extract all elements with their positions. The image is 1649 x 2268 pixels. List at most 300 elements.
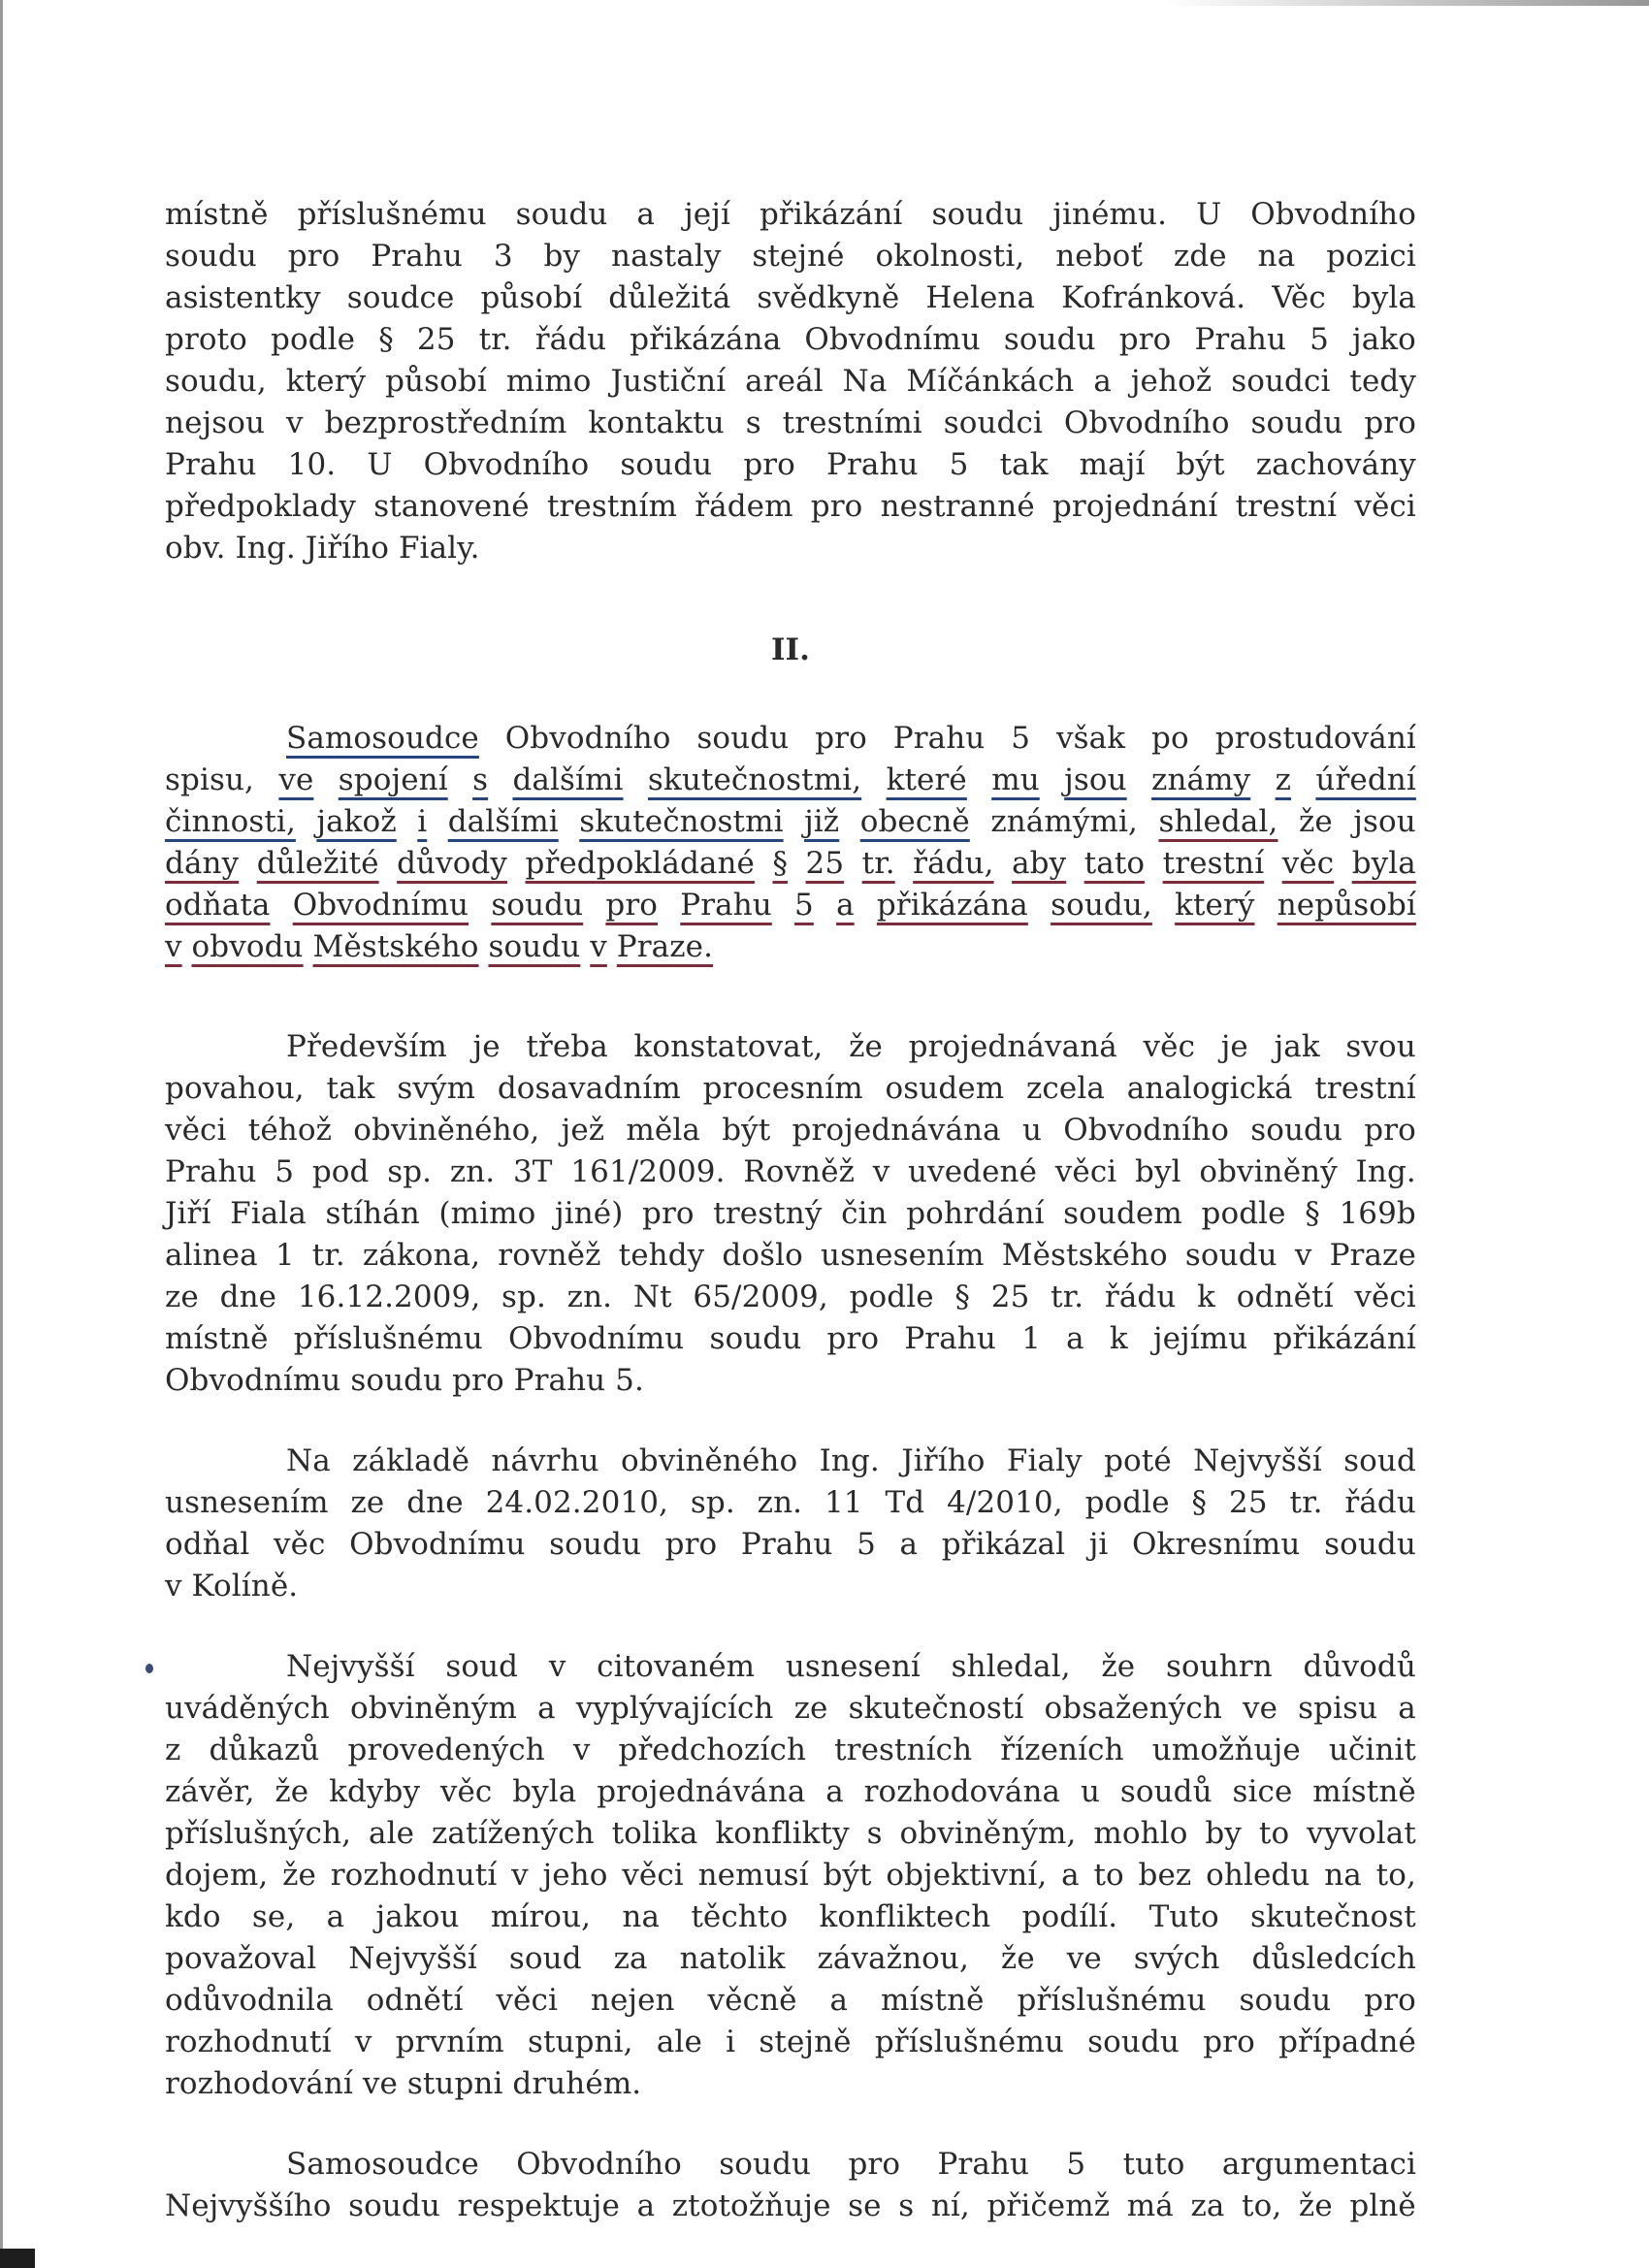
word: rozhodnutí bbox=[165, 2025, 332, 2059]
word: prostudování bbox=[1214, 721, 1416, 756]
word: svědkyně bbox=[757, 280, 900, 315]
word: stanovené bbox=[373, 489, 530, 524]
word: že bbox=[849, 1029, 883, 1064]
word: sp. bbox=[501, 1280, 546, 1314]
word: má bbox=[1126, 2188, 1174, 2223]
word: a bbox=[829, 1983, 849, 2018]
word: 5 bbox=[275, 1154, 295, 1189]
word: soudu bbox=[1324, 1527, 1416, 1562]
word: Obvodního bbox=[1063, 405, 1230, 440]
word: jsou bbox=[1064, 762, 1127, 797]
word: Prahu bbox=[826, 447, 919, 482]
word: Obvodního bbox=[516, 2147, 682, 2182]
word: 169b bbox=[1339, 1196, 1416, 1231]
word: odňal bbox=[165, 1527, 250, 1562]
word: věc bbox=[273, 1527, 326, 1562]
word: 65/2009, bbox=[693, 1280, 828, 1314]
word: učinit bbox=[1328, 1733, 1416, 1767]
word: soudu bbox=[515, 197, 608, 232]
word: místně bbox=[165, 1321, 269, 1356]
word: že bbox=[275, 1774, 309, 1809]
word: k bbox=[1109, 1321, 1128, 1356]
word: a bbox=[836, 888, 855, 923]
word: téhož bbox=[247, 1113, 333, 1148]
word: pozici bbox=[1326, 239, 1416, 274]
word: nemusí bbox=[697, 1858, 809, 1893]
word: předpokládané bbox=[525, 846, 755, 881]
word: konstatovat, bbox=[633, 1029, 824, 1064]
paragraph-4 bbox=[165, 1441, 1416, 1607]
word: skutečnost bbox=[1250, 1899, 1416, 1934]
word: byla bbox=[1351, 846, 1416, 881]
word: jsou bbox=[1353, 804, 1416, 839]
text-line bbox=[165, 1896, 1416, 1938]
word: místně bbox=[1312, 1774, 1416, 1809]
word: pro bbox=[664, 1527, 718, 1562]
word: obviněný bbox=[1199, 1154, 1338, 1189]
word: v bbox=[572, 1733, 591, 1767]
word: § bbox=[1191, 1485, 1208, 1520]
word: Prahu bbox=[513, 1363, 606, 1398]
word: příslušnému bbox=[874, 2025, 1064, 2059]
word: u bbox=[1021, 1113, 1043, 1148]
word: Prahu bbox=[165, 447, 257, 482]
word: Praze. bbox=[616, 929, 714, 964]
word: by bbox=[543, 239, 581, 274]
word: ve bbox=[362, 2066, 398, 2101]
word: za bbox=[613, 1941, 648, 1976]
word: Nejvyššího bbox=[165, 2188, 332, 2223]
word: kontaktu bbox=[588, 405, 725, 440]
word: Obvodnímu bbox=[507, 1321, 685, 1356]
word: vyvolat bbox=[1307, 1816, 1416, 1851]
word: a bbox=[825, 1774, 844, 1809]
word: citovaném bbox=[597, 1649, 756, 1684]
word: v bbox=[165, 1569, 182, 1604]
word: a bbox=[326, 1899, 345, 1934]
word: který bbox=[1175, 888, 1255, 923]
word: věci bbox=[165, 1113, 227, 1148]
text-line bbox=[165, 2186, 1416, 2227]
word: spisu, bbox=[165, 762, 254, 797]
word: shledal, bbox=[951, 1649, 1071, 1684]
word: došlo bbox=[722, 1238, 803, 1273]
word: neboť bbox=[1055, 239, 1143, 274]
word: je bbox=[1220, 1029, 1248, 1064]
paragraph-5 bbox=[165, 1646, 1416, 2105]
word: 25 bbox=[416, 322, 456, 357]
word: zachovány bbox=[1255, 447, 1416, 482]
word: s bbox=[898, 2188, 915, 2223]
word: a bbox=[636, 197, 656, 232]
word: odnětí bbox=[1236, 1280, 1334, 1314]
word: 3T bbox=[512, 1154, 553, 1189]
word: tedy bbox=[1349, 364, 1416, 399]
word: ale bbox=[656, 2025, 702, 2059]
text-line bbox=[165, 801, 1416, 843]
word: ve bbox=[1243, 1691, 1278, 1726]
word: soudu bbox=[620, 447, 713, 482]
text-line bbox=[165, 760, 1416, 801]
word: soudu bbox=[491, 888, 584, 923]
word: z bbox=[165, 1733, 181, 1767]
word: být bbox=[1176, 447, 1225, 482]
word: tr. bbox=[311, 1238, 345, 1273]
word: podle bbox=[1201, 1196, 1286, 1231]
word: mírou, bbox=[490, 1899, 592, 1934]
word: Prahu bbox=[165, 1154, 257, 1189]
word: Ing. bbox=[819, 1443, 880, 1478]
word: soudci bbox=[1231, 364, 1331, 399]
word: věci bbox=[1354, 489, 1416, 524]
word: objektivní, bbox=[886, 1858, 1048, 1893]
word: konfliktech bbox=[819, 1899, 991, 1934]
word: a bbox=[636, 2188, 656, 2223]
word: sp. bbox=[387, 1154, 433, 1189]
word: (mimo bbox=[438, 1196, 536, 1231]
word: na bbox=[1257, 239, 1296, 274]
word: obviněným bbox=[349, 1691, 517, 1726]
text-line bbox=[165, 1235, 1416, 1277]
word: soudu bbox=[165, 239, 257, 274]
word: Městského bbox=[312, 929, 479, 964]
word: 5 bbox=[857, 1527, 876, 1562]
word: soudce bbox=[346, 280, 455, 315]
word: řádu bbox=[1344, 1485, 1416, 1520]
word: 3 bbox=[493, 239, 513, 274]
word: Jiřího bbox=[901, 1443, 986, 1478]
text-line bbox=[165, 1730, 1416, 1771]
word: § bbox=[378, 322, 394, 357]
word: soudu bbox=[1250, 1113, 1343, 1148]
word: třeba bbox=[526, 1029, 608, 1064]
word: 5 bbox=[794, 888, 814, 923]
word: procesním bbox=[702, 1071, 863, 1106]
word: soud bbox=[1343, 1443, 1416, 1478]
word: důvody bbox=[397, 846, 508, 881]
word: Jiřího bbox=[305, 531, 390, 566]
word: Prahu bbox=[904, 1321, 996, 1356]
word: konflikty bbox=[715, 1816, 850, 1851]
word: přikázání bbox=[759, 197, 903, 232]
word: že bbox=[1101, 1649, 1136, 1684]
word: prvním bbox=[395, 2025, 504, 2059]
text-line bbox=[165, 1068, 1416, 1110]
word: pro bbox=[287, 239, 340, 274]
text-line bbox=[165, 1813, 1416, 1855]
word: důkazů bbox=[209, 1733, 320, 1767]
paragraph-3 bbox=[165, 1026, 1416, 1402]
text-line bbox=[165, 2063, 1416, 2105]
word: řádu bbox=[1104, 1280, 1177, 1314]
word: by bbox=[1205, 1816, 1242, 1851]
word: 5. bbox=[615, 1363, 644, 1398]
word: které bbox=[886, 762, 967, 797]
word: ze bbox=[793, 1691, 828, 1726]
word: sp. bbox=[690, 1485, 735, 1520]
word: být bbox=[823, 1858, 872, 1893]
word: soudu bbox=[719, 2147, 812, 2182]
text-line bbox=[165, 528, 1416, 569]
word: Obvodnímu bbox=[292, 888, 469, 923]
word: stupni, bbox=[527, 2025, 633, 2059]
word: poté bbox=[1104, 1443, 1172, 1478]
word: Fialy. bbox=[398, 531, 480, 566]
word: proto bbox=[165, 322, 247, 357]
paragraph-2-underlined bbox=[165, 718, 1416, 968]
word: jejímu bbox=[1152, 1321, 1248, 1356]
word: jakou bbox=[375, 1899, 460, 1934]
word: Městského bbox=[1001, 1238, 1168, 1273]
word: zatížených bbox=[432, 1816, 595, 1851]
word: asistentky bbox=[165, 280, 321, 315]
word: byla bbox=[1351, 280, 1416, 315]
word: předpoklady bbox=[165, 489, 356, 524]
word: areál bbox=[745, 364, 824, 399]
word: nejsou bbox=[165, 405, 266, 440]
word: vyplývajících bbox=[575, 1691, 774, 1726]
word: již bbox=[804, 804, 840, 839]
word: tr. bbox=[1289, 1485, 1323, 1520]
word: byl bbox=[1135, 1154, 1181, 1189]
word: v bbox=[548, 1649, 566, 1684]
word: soudu, bbox=[165, 364, 267, 399]
word: aby bbox=[1012, 846, 1067, 881]
word: podle bbox=[849, 1280, 934, 1314]
word: U bbox=[367, 447, 393, 482]
word: u bbox=[1080, 1774, 1101, 1809]
word: dojem, bbox=[165, 1858, 269, 1893]
word: Prahu bbox=[1194, 322, 1287, 357]
word: Prahu bbox=[740, 1527, 833, 1562]
word: je bbox=[472, 1029, 501, 1064]
spacer bbox=[165, 2105, 1416, 2144]
word: soudu bbox=[709, 1321, 802, 1356]
spacer bbox=[165, 1607, 1416, 1646]
word: dne bbox=[406, 1485, 464, 1520]
word: působí bbox=[385, 364, 487, 399]
word: s bbox=[472, 762, 489, 797]
word: a bbox=[1066, 1321, 1084, 1356]
word: jakož bbox=[316, 804, 397, 839]
text-line bbox=[165, 1688, 1416, 1730]
word: tak bbox=[326, 1071, 375, 1106]
word: to bbox=[1093, 1858, 1124, 1893]
word: Nt bbox=[632, 1280, 672, 1314]
word: považoval bbox=[165, 1941, 317, 1976]
word: důležité bbox=[256, 846, 379, 881]
word: osudem bbox=[885, 1071, 1005, 1106]
word: tato bbox=[1083, 846, 1146, 881]
word: Fialy bbox=[1006, 1443, 1083, 1478]
word: případné bbox=[1278, 2025, 1416, 2059]
word: soud bbox=[508, 1941, 582, 1976]
word: přikázána bbox=[876, 888, 1028, 923]
word: pro bbox=[1118, 322, 1172, 357]
word: místně bbox=[165, 197, 269, 232]
text-line bbox=[165, 1771, 1416, 1813]
word: Praze bbox=[1329, 1238, 1416, 1273]
word: činnosti, bbox=[165, 804, 296, 839]
word: Věc bbox=[1272, 280, 1326, 315]
word: pohrdání bbox=[906, 1196, 1045, 1231]
paragraph-6 bbox=[165, 2144, 1416, 2227]
word: a bbox=[1398, 1691, 1416, 1726]
word: 24.02.2010, bbox=[485, 1485, 669, 1520]
word: na bbox=[622, 1899, 661, 1934]
word: jehož bbox=[1130, 364, 1212, 399]
spacer bbox=[165, 1402, 1416, 1441]
text-line bbox=[165, 1277, 1416, 1318]
word: Na bbox=[842, 364, 888, 399]
word: Rovněž bbox=[743, 1154, 856, 1189]
text-line bbox=[165, 2022, 1416, 2063]
word: zn. bbox=[566, 1280, 613, 1314]
word: pro bbox=[1364, 405, 1416, 440]
word: pro bbox=[815, 721, 867, 756]
word: nestranné bbox=[880, 489, 1035, 524]
word: ohledu bbox=[1206, 1858, 1310, 1893]
word: v bbox=[165, 929, 182, 964]
word: trestný bbox=[713, 1196, 823, 1231]
word: respektuje bbox=[457, 2188, 620, 2223]
word: a bbox=[1061, 1858, 1080, 1893]
word: natolik bbox=[679, 1941, 786, 1976]
text-line bbox=[165, 1026, 1416, 1068]
text-line bbox=[165, 319, 1416, 361]
word: řádu bbox=[534, 322, 607, 357]
word: § bbox=[954, 1280, 971, 1314]
word: se, bbox=[251, 1899, 296, 1934]
word: nastaly bbox=[611, 239, 722, 274]
word: provedených bbox=[347, 1733, 545, 1767]
text-line bbox=[165, 885, 1416, 926]
word: s bbox=[745, 405, 761, 440]
word: dosavadním bbox=[497, 1071, 681, 1106]
word: Jiří bbox=[165, 1196, 211, 1231]
word: bez bbox=[1138, 1858, 1192, 1893]
word: Obvodního bbox=[1063, 1113, 1229, 1148]
word: jinému. bbox=[1052, 197, 1168, 232]
word: obsažených bbox=[1044, 1691, 1222, 1726]
word: argumentaci bbox=[1221, 2147, 1416, 2182]
word: mu bbox=[991, 762, 1040, 797]
word: tuto bbox=[1122, 2147, 1185, 2182]
word: soudů bbox=[1119, 1774, 1212, 1809]
section-heading: II. bbox=[770, 632, 811, 667]
word: jako bbox=[1352, 322, 1416, 357]
word: příslušnému bbox=[297, 197, 487, 232]
word: který bbox=[285, 364, 367, 399]
word: skutečností bbox=[848, 1691, 1024, 1726]
word: a bbox=[537, 1691, 556, 1726]
text-line bbox=[165, 1855, 1416, 1896]
word: podle bbox=[1084, 1485, 1170, 1520]
word: projednávána bbox=[792, 1113, 1001, 1148]
word: soudu bbox=[1087, 2025, 1180, 2059]
word: návrhu bbox=[491, 1443, 599, 1478]
word: Kolíně. bbox=[191, 1569, 299, 1604]
word: Prahu bbox=[937, 2147, 1030, 2182]
word: projednávána bbox=[597, 1774, 806, 1809]
word: soudu bbox=[931, 197, 1024, 232]
word: zcela bbox=[1026, 1071, 1105, 1106]
word: 4/2010, bbox=[947, 1485, 1063, 1520]
word: § bbox=[772, 846, 789, 881]
word: trestní bbox=[1235, 489, 1338, 524]
word: Obvodnímu bbox=[804, 322, 981, 357]
word: tr. bbox=[861, 846, 895, 881]
word: být bbox=[722, 1113, 771, 1148]
word: alinea bbox=[165, 1238, 258, 1273]
word: Samosoudce bbox=[286, 721, 479, 756]
word: soudu bbox=[1184, 1238, 1277, 1273]
word: v bbox=[286, 405, 304, 440]
word: svých bbox=[1133, 1941, 1220, 1976]
word: však bbox=[1056, 721, 1126, 756]
word: nejen bbox=[590, 1983, 675, 2018]
word: mají bbox=[1079, 447, 1146, 482]
word: trestní bbox=[1162, 846, 1265, 881]
text-line bbox=[165, 444, 1416, 486]
scan-edge bbox=[0, 0, 3, 2268]
word: pro bbox=[1364, 1113, 1416, 1148]
word: projednávaná bbox=[908, 1029, 1117, 1064]
word: spojení bbox=[338, 762, 448, 797]
word: druhém. bbox=[512, 2066, 642, 2101]
word: že bbox=[1298, 804, 1333, 839]
word: pro bbox=[826, 1321, 880, 1356]
word: odůvodnila bbox=[165, 1983, 334, 2018]
word: Okresnímu bbox=[1132, 1527, 1301, 1562]
word: obecně bbox=[859, 804, 970, 839]
word: tak bbox=[999, 447, 1049, 482]
word: 25 bbox=[990, 1280, 1030, 1314]
word: zákona, bbox=[362, 1238, 481, 1273]
word: řádu, bbox=[913, 846, 994, 881]
word: uvedené bbox=[908, 1154, 1038, 1189]
word: za bbox=[1190, 2188, 1225, 2223]
word: Ing. bbox=[1355, 1154, 1416, 1189]
word: 5 bbox=[1011, 721, 1031, 756]
word: uváděných bbox=[165, 1691, 330, 1726]
word: že bbox=[282, 1858, 316, 1893]
word: dalšími bbox=[447, 804, 559, 839]
word: stíhán bbox=[325, 1196, 420, 1231]
word: Obvodního bbox=[423, 447, 590, 482]
word: to bbox=[1258, 1816, 1290, 1851]
text-line bbox=[165, 1360, 1416, 1402]
word: rovněž bbox=[498, 1238, 601, 1273]
word: jak bbox=[1274, 1029, 1320, 1064]
word: shledal, bbox=[1158, 804, 1278, 839]
word: soudu bbox=[549, 1527, 642, 1562]
word: těchto bbox=[691, 1899, 789, 1934]
word: odňata bbox=[165, 888, 271, 923]
text-line bbox=[165, 236, 1416, 277]
word: analogická bbox=[1126, 1071, 1293, 1106]
text-line bbox=[165, 1646, 1416, 1688]
word: trestními bbox=[782, 405, 922, 440]
word: že bbox=[1000, 1941, 1035, 1976]
word: soudu, bbox=[1051, 888, 1152, 923]
text-line bbox=[165, 361, 1416, 403]
word: věc bbox=[1143, 1029, 1196, 1064]
word: nepůsobí bbox=[1277, 888, 1416, 923]
word: pro bbox=[642, 1196, 695, 1231]
word: ní, bbox=[930, 2188, 970, 2223]
text-line bbox=[165, 1110, 1416, 1151]
